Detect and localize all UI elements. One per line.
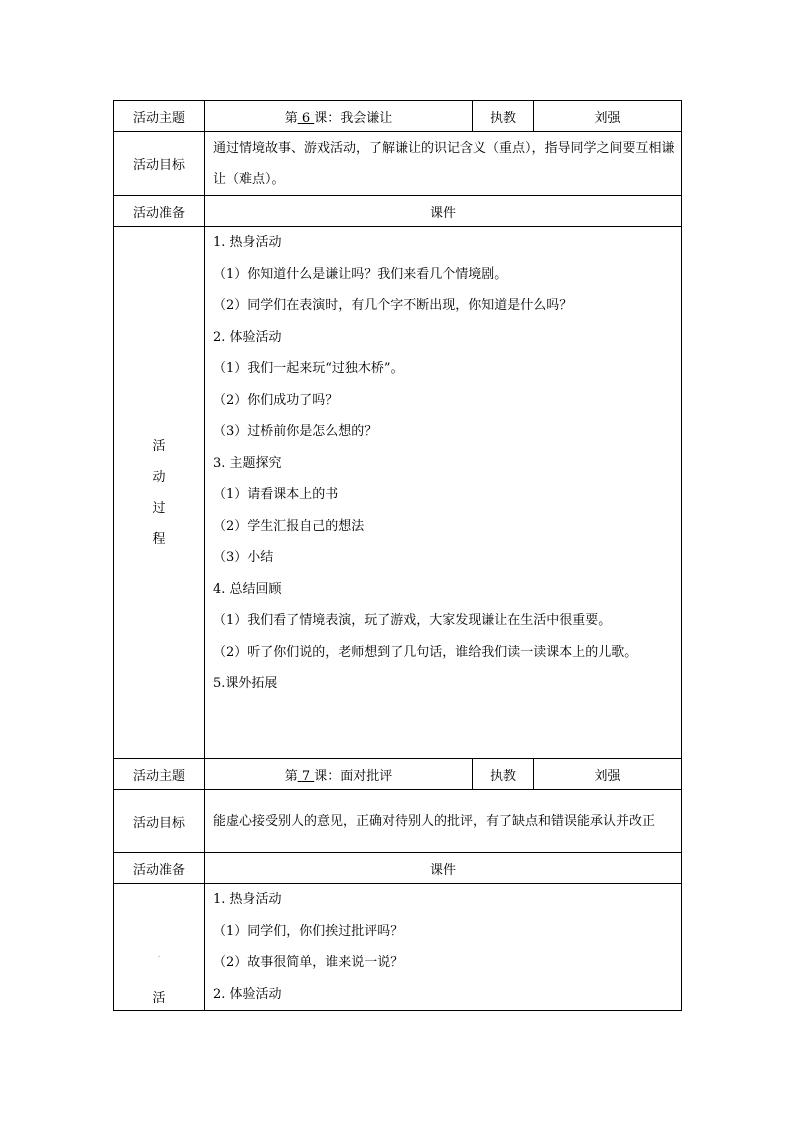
lesson-7-goal-row (114, 790, 682, 853)
prep-text: 课件 (205, 853, 682, 884)
process-line: 1. 热身活动 (213, 235, 282, 250)
process-line: （1）同学们，你们挨过批评吗？ (213, 923, 404, 939)
process-line: （1）我们一起来玩“过独木桥”。 (213, 361, 404, 376)
goal-label: 活动目标 (114, 790, 205, 853)
lesson-7-process-row (114, 884, 682, 1011)
process-line: （1）你知道什么是谦让吗？我们来看几个情境剧。 (213, 266, 508, 282)
lesson-plan-page (113, 100, 681, 1011)
lesson-suffix: 课： (314, 768, 341, 784)
prep-text: 课件 (205, 196, 682, 227)
lesson-6-header-row (114, 101, 682, 132)
lesson-prefix: 第 (284, 768, 298, 784)
process-line: 2. 体验活动 (213, 329, 282, 345)
teacher-name: 刘强 (534, 101, 682, 132)
process-line: （1）我们看了情境表演，玩了游戏，大家发现谦让在生活中很重要。 (213, 613, 612, 628)
lesson-6-goal-row (114, 132, 682, 196)
goal-label: 活动目标 (114, 132, 205, 196)
goal-text-cell (205, 132, 682, 196)
lesson-number: 7 (301, 768, 311, 784)
lesson-prefix: 第 (284, 110, 298, 126)
lesson-title: 面对批评 (340, 768, 393, 784)
process-line: 2. 体验活动 (213, 986, 282, 1002)
process-line: （2）故事很简单，谁来说一说？ (213, 955, 404, 970)
prep-label: 活动准备 (114, 196, 205, 227)
lesson-6-prep-row (114, 196, 682, 227)
process-line: （3）过桥前你是怎么想的？ (213, 424, 378, 439)
theme-label: 活动主题 (114, 101, 205, 132)
process-line: 4. 总结回顾 (213, 581, 282, 597)
teacher-name: 刘强 (534, 759, 682, 790)
process-line: （3）小结 (213, 550, 274, 565)
lesson-number: 6 (301, 110, 311, 126)
process-line: （1）请看课本上的书 (213, 487, 339, 502)
teacher-label: 执教 (473, 101, 534, 132)
process-line: （2）听了你们说的，老师想到了几句话，谁给我们读一读课本上的儿歌。 (213, 644, 638, 660)
lesson-title-cell (205, 101, 473, 132)
process-line: 1. 热身活动 (213, 892, 282, 907)
process-line: （2）学生汇报自己的想法 (213, 518, 365, 534)
decorative-dot: . (157, 950, 161, 959)
lesson-title-cell (205, 759, 473, 790)
lesson-plan-table (113, 100, 682, 1011)
process-char: 程 (152, 531, 166, 547)
lesson-7-prep-row (114, 853, 682, 884)
process-line: （2）你们成功了吗？ (213, 392, 339, 408)
goal-text: 能虚心接受别人的意见，正确对待别人的批评，有了缺点和错误能承认并改正 (213, 813, 656, 829)
goal-text: 通过情境故事、游戏活动，了解谦让的识记含义（重点），指导同学之间要互相谦让（难点）。 (213, 140, 675, 187)
goal-text-cell (205, 790, 682, 853)
lesson-6-process-row (114, 227, 682, 759)
process-content (205, 884, 682, 1011)
theme-label: 活动主题 (114, 759, 205, 790)
process-label-vertical (114, 431, 204, 555)
process-content (205, 227, 682, 759)
process-label (114, 884, 205, 1011)
lesson-7-header-row (114, 759, 682, 790)
process-line: 5.课外拓展 (213, 676, 278, 691)
process-char: 活 (152, 438, 166, 454)
process-line: 3. 主题探究 (213, 455, 282, 471)
lesson-title: 我会谦让 (340, 110, 393, 126)
process-line: （2）同学们在表演时，有几个字不断出现，你知道是什么吗？ (213, 298, 573, 313)
process-char: 过 (152, 500, 166, 516)
process-char: 动 (152, 469, 166, 485)
process-char: 活 (152, 991, 166, 1006)
lesson-suffix: 课： (314, 110, 341, 126)
teacher-label: 执教 (473, 759, 534, 790)
prep-label: 活动准备 (114, 853, 205, 884)
process-label (114, 227, 205, 759)
